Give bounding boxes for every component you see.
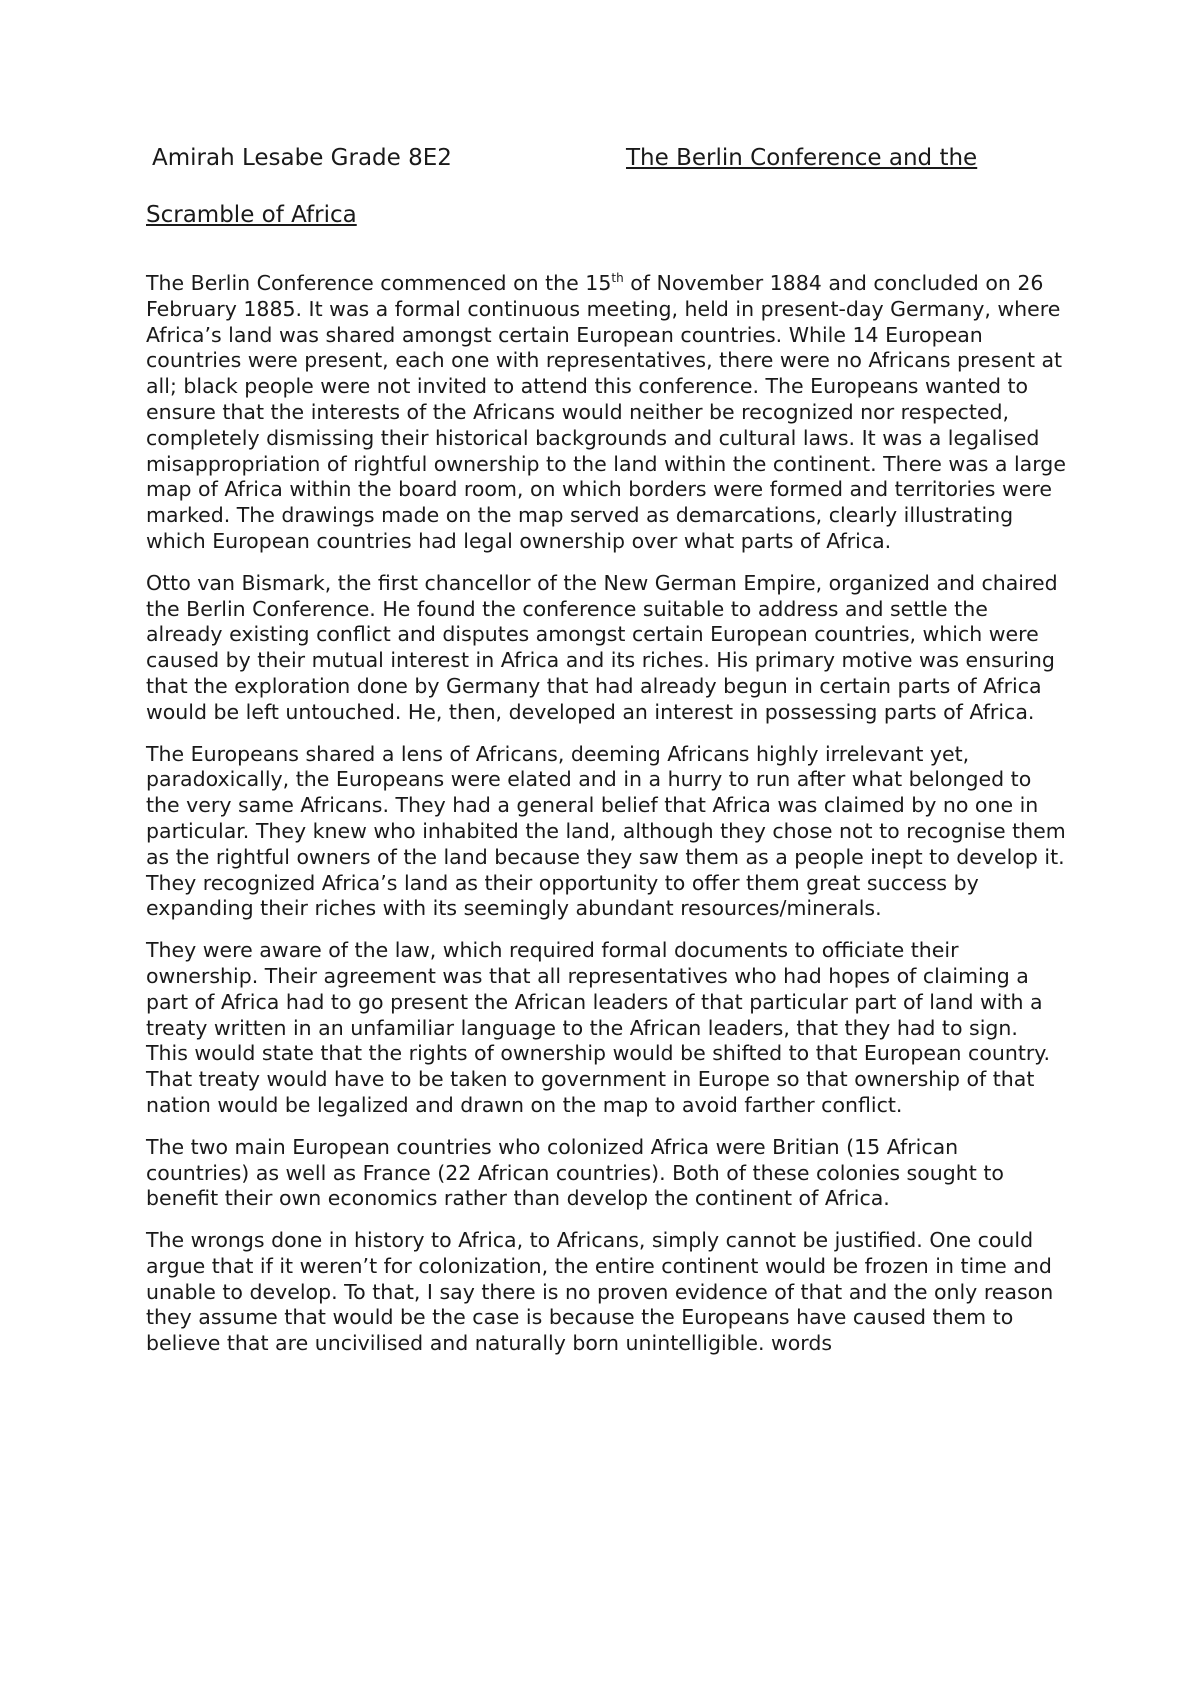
paragraph-1: [146, 271, 1066, 555]
ordinal-superscript: th: [611, 271, 624, 285]
paragraph-4: They were aware of the law, which required formal documents to officiate their ownership. Their agreement was that all representatives who had hopes of claiming a part of Africa had to go present the African leaders of that particular part of land with a treaty written in an unfamiliar language to the African leaders, that they had to sign. This would state that the rights of ownership would be shifted to that European country. That treaty would have to be taken to government in Europe so that ownership of that nation would be legalized and drawn on the map to avoid farther conflict.: [146, 938, 1051, 1117]
paragraph-1-rest: of November 1884 and concluded on 26 February 1885. It was a formal continuous meeting, held in present-day Germany, where Africa’s land was shared amongst certain European countries. While 14 European countries were present, each one with representatives, there were no Africans present at all; black people were not invited to attend this conference. The Europeans wanted to ensure that the interests of the Africans would neither be recognized nor respected, completely dismissing their historical backgrounds and cultural laws. It was a legalised misappropriation of rightful ownership to the land within the continent. There was a large map of Africa within the board room, on which borders were formed and territories were marked. The drawings made on the map served as demarcations, clearly illustrating which European countries had legal ownership over what parts of Africa.: [146, 271, 1066, 553]
title-line-1: The Berlin Conference and the: [626, 145, 978, 171]
paragraph-1-start: The Berlin Conference commenced on the 15: [146, 271, 612, 295]
essay-body: [146, 271, 1066, 1357]
paragraph-5: The two main European countries who colonized Africa were Britian (15 African countries) as well as France (22 African countries). Both of these colonies sought to benefit their own economics rather than develop the continent of Africa.: [146, 1134, 1004, 1211]
paragraph-6: The wrongs done in history to Africa, to Africans, simply cannot be justified. One could argue that if it weren’t for colonization, the entire continent would be frozen in time and unable to develop. To that, I say there is no proven evidence of that and the only reason they assume that would be the case is because the Europeans have caused them to believe that are uncivilised and naturally born unintelligible. words: [146, 1228, 1054, 1356]
document-page: [146, 140, 1066, 1373]
paragraph-3: The Europeans shared a lens of Africans, deeming Africans highly irrelevant yet, paradoxically, the Europeans were elated and in a hurry to run after what belonged to the very same Africans. They had a general belief that Africa was claimed by no one in particular. They knew who inhabited the land, although they chose not to recognise them as the rightful owners of the land because they saw them as a people inept to develop it. They recognized Africa’s land as their opportunity to offer them great success by expanding their riches with its seemingly abundant resources/minerals.: [146, 741, 1066, 921]
title-line-2: Scramble of Africa: [146, 202, 357, 228]
paragraph-2: Otto van Bismark, the first chancellor of the New German Empire, organized and chaired the Berlin Conference. He found the conference suitable to address and settle the already existing conflict and disputes amongst certain European countries, which were caused by their mutual interest in Africa and its riches. His primary motive was ensuring that the exploration done by Germany that had already begun in certain parts of Africa would be left untouched. He, then, developed an interest in possessing parts of Africa.: [146, 570, 1058, 724]
header-line: [146, 140, 1066, 176]
author-line: Amirah Lesabe Grade 8E2: [152, 145, 452, 171]
